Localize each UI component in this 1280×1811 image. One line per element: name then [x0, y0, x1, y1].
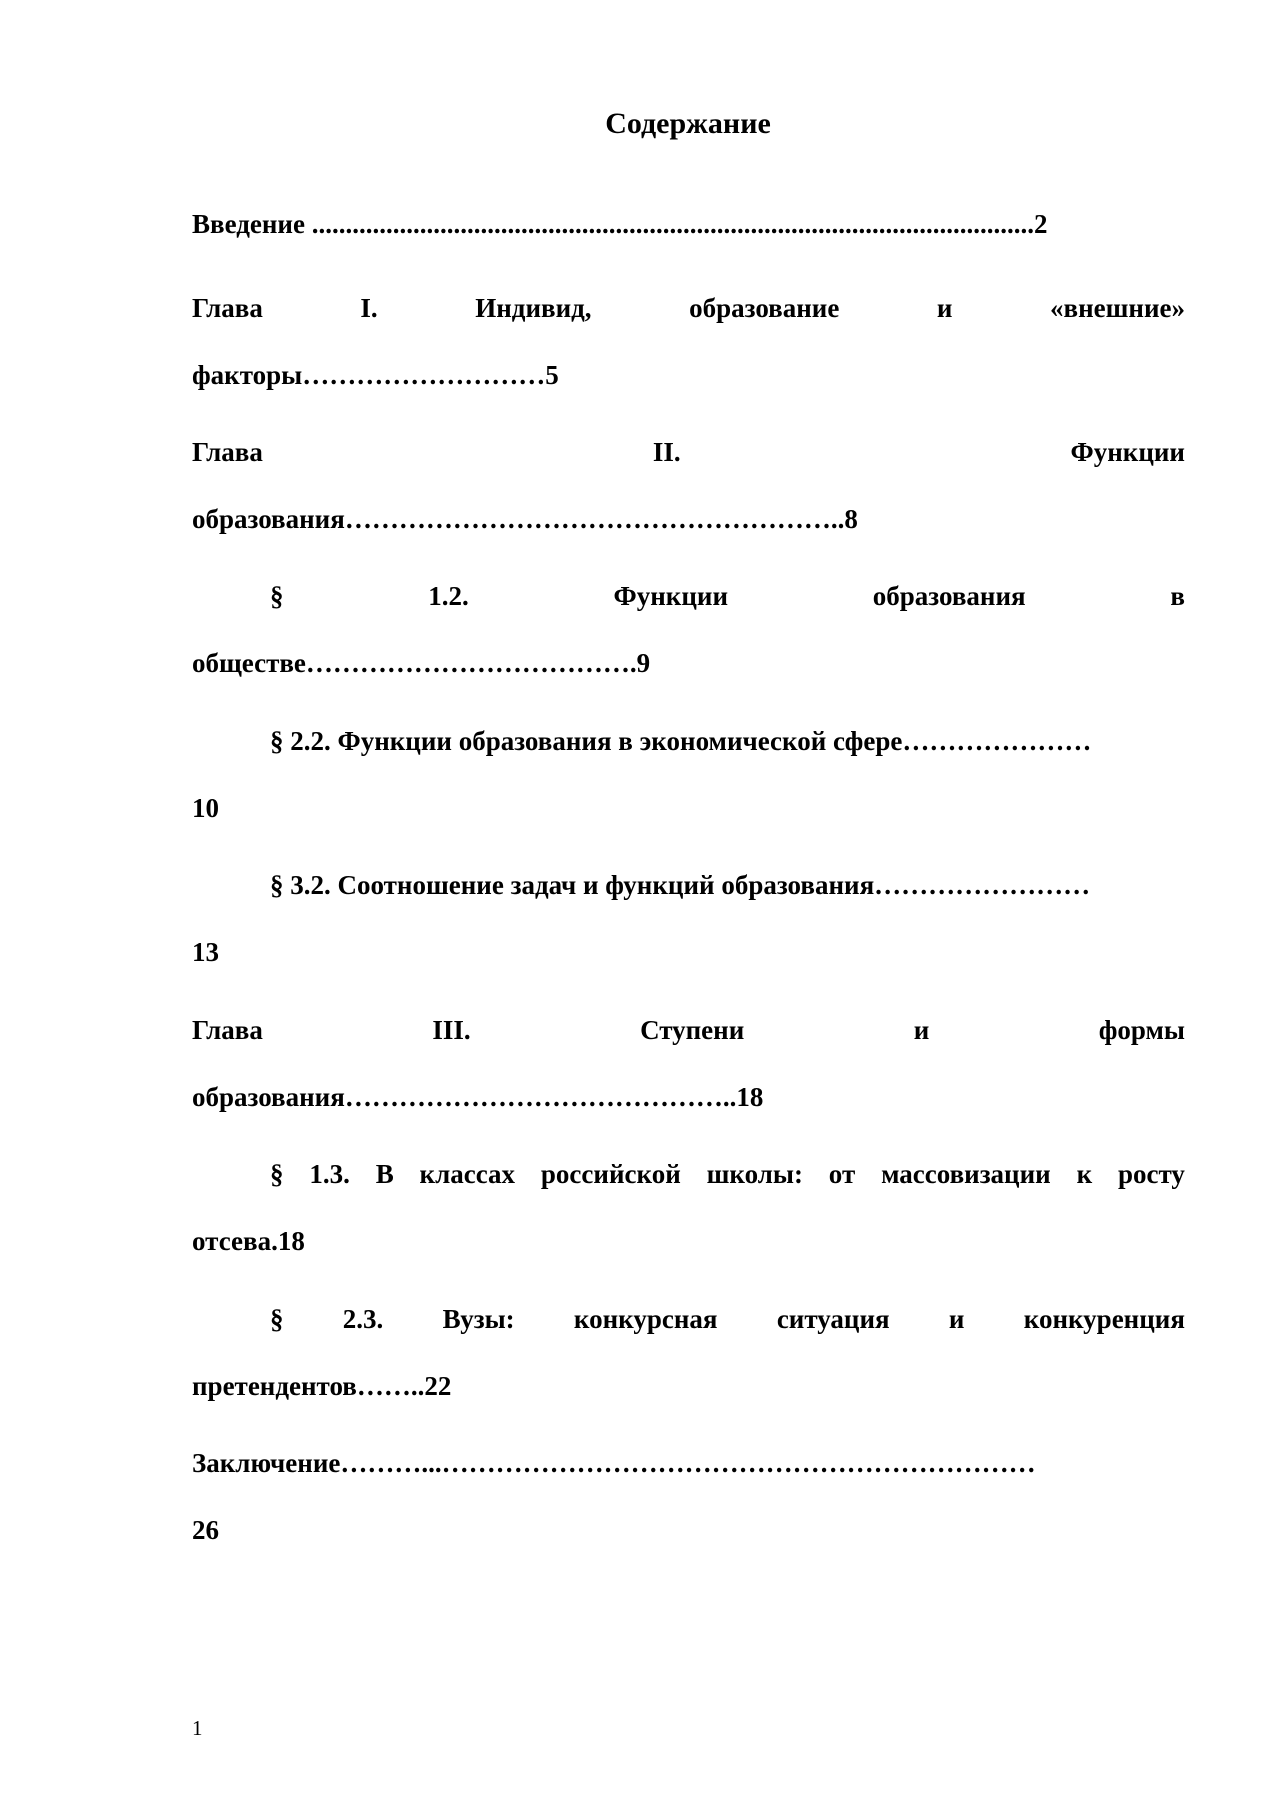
toc-word: российской: [540, 1159, 681, 1189]
toc-entry-introduction: Введение ...........................................................................................................2: [192, 209, 1048, 239]
toc-word: Функции: [1070, 437, 1185, 467]
toc-word: и: [913, 1015, 930, 1045]
toc-entry-section-2-2-page: 10: [192, 793, 219, 823]
toc-entry-chapter-2: [192, 434, 1185, 470]
toc-word: Глава: [192, 1015, 263, 1045]
toc-word: конкурсная: [573, 1304, 718, 1334]
toc-word: §: [270, 1304, 284, 1334]
toc-word: II.: [652, 437, 681, 467]
toc-word: и: [936, 293, 953, 323]
toc-word: I.: [360, 293, 378, 323]
toc-word: школы:: [706, 1159, 803, 1189]
toc-entry-chapter-1-continuation: факторы………………………5: [192, 360, 559, 390]
toc-word: Глава: [192, 437, 263, 467]
toc-entry-section-3-2: § 3.2. Соотношение задач и функций образования……………………: [270, 870, 1091, 900]
toc-word: ситуация: [776, 1304, 890, 1334]
toc-word: Функции: [613, 581, 729, 611]
toc-entry-section-2-3-continuation: претендентов……..22: [192, 1371, 452, 1401]
toc-word: §: [270, 581, 284, 611]
toc-entry-section-1-3-continuation: отсева.18: [192, 1226, 305, 1256]
toc-entry-section-3-2-page: 13: [192, 937, 219, 967]
toc-word: образования: [872, 581, 1026, 611]
toc-word: Вузы:: [442, 1304, 515, 1334]
toc-entry-conclusion: Заключение………...…………………………………………………………: [192, 1448, 1036, 1478]
toc-word: Индивид,: [475, 293, 592, 323]
toc-word: III.: [432, 1015, 471, 1045]
toc-word: 2.3.: [342, 1304, 384, 1334]
toc-entry-section-2-2: § 2.2. Функции образования в экономической сфере…………………: [270, 726, 1092, 756]
toc-entry-chapter-3-continuation: образования……………………………………..18: [192, 1082, 764, 1112]
toc-title: Содержание: [605, 107, 771, 140]
toc-word: в: [1170, 581, 1185, 611]
toc-word: Глава: [192, 293, 263, 323]
toc-entry-section-1-3: [270, 1156, 1185, 1192]
toc-entry-chapter-1: [192, 290, 1185, 326]
toc-word: массовизации: [881, 1159, 1051, 1189]
toc-word: от: [828, 1159, 856, 1189]
toc-word: §: [270, 1159, 284, 1189]
toc-word: В: [375, 1159, 394, 1189]
toc-entry-chapter-2-continuation: образования………………………………………………..8: [192, 504, 858, 534]
toc-entry-section-1-2: [270, 578, 1185, 614]
page-number: 1: [192, 1716, 203, 1740]
toc-word: росту: [1117, 1159, 1185, 1189]
toc-word: к: [1076, 1159, 1093, 1189]
toc-word: формы: [1098, 1015, 1185, 1045]
toc-entry-conclusion-page: 26: [192, 1515, 219, 1545]
toc-word: Ступени: [640, 1015, 745, 1045]
toc-word: конкуренция: [1023, 1304, 1185, 1334]
toc-word: 1.2.: [428, 581, 469, 611]
toc-word: классах: [419, 1159, 516, 1189]
toc-entry-section-2-3: [270, 1301, 1185, 1337]
toc-word: «внешние»: [1049, 293, 1185, 323]
toc-entry-chapter-3: [192, 1012, 1185, 1048]
toc-entry-section-1-2-continuation: обществе……………………………….9: [192, 648, 651, 678]
toc-word: 1.3.: [309, 1159, 350, 1189]
toc-word: и: [948, 1304, 965, 1334]
toc-word: образование: [689, 293, 840, 323]
